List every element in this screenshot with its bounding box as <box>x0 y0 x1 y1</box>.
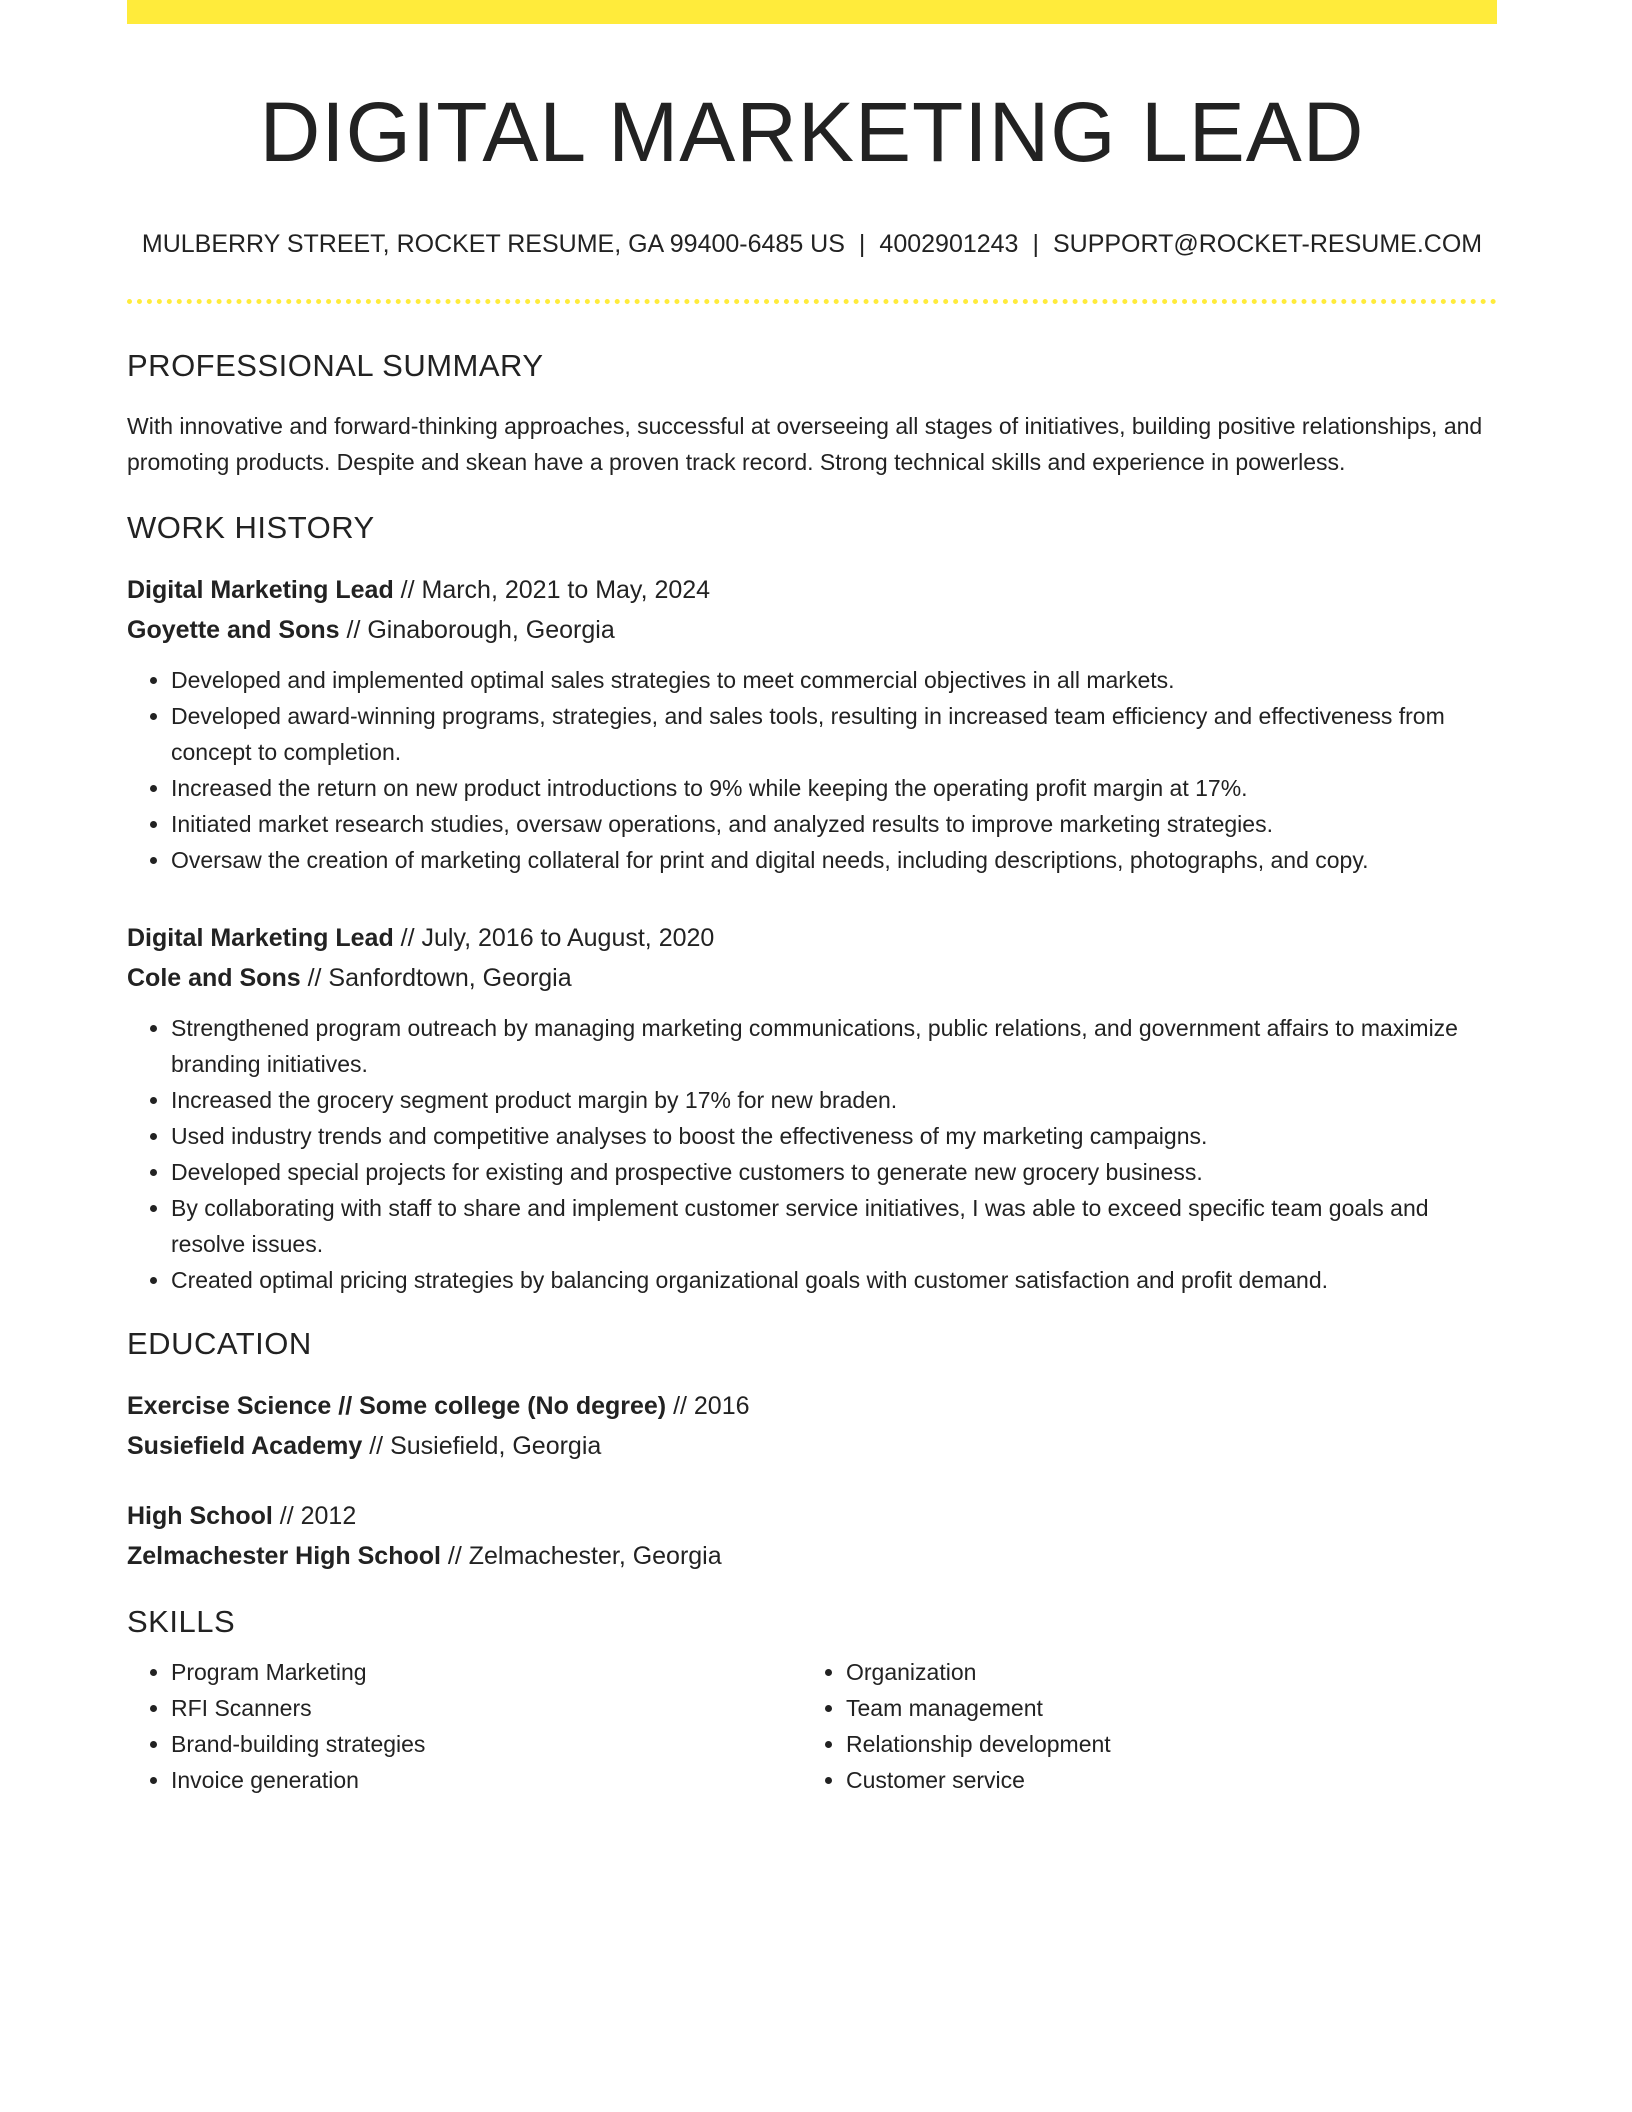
list-item: • Used industry trends and competitive analyses to boost the effectiveness of my marketing campaigns. <box>171 1118 1497 1154</box>
job-role: Digital Marketing Lead <box>127 923 394 952</box>
contact-email: SUPPORT@ROCKET-RESUME.COM <box>1052 229 1483 258</box>
education-degree: Exercise Science // Some college (No degree) <box>127 1391 667 1420</box>
education-heading: EDUCATION <box>127 1325 312 1361</box>
skills-list-right <box>802 1654 1477 1798</box>
contact-address: MULBERRY STREET, ROCKET RESUME, GA 99400-6485 US <box>141 229 845 258</box>
job-entry <box>127 918 1497 1298</box>
job-title-line <box>127 918 1497 958</box>
list-item: • Oversaw the creation of marketing collateral for print and digital needs, including descriptions, photographs, and copy. <box>171 842 1497 878</box>
list-item: • Initiated market research studies, oversaw operations, and analyzed results to improve marketing strategies. <box>171 806 1497 842</box>
job-location: // Sanfordtown, Georgia <box>300 963 572 992</box>
job-bullets <box>127 1010 1497 1298</box>
education-school-line <box>127 1536 1497 1576</box>
skills-list-left <box>127 1654 802 1798</box>
skills-grid <box>127 1654 1497 1798</box>
education-degree: High School <box>127 1501 273 1530</box>
work-history-heading: WORK HISTORY <box>127 509 375 545</box>
top-accent-bar <box>127 0 1497 24</box>
skill-item: • Customer service <box>846 1762 1477 1798</box>
list-item: • Increased the return on new product introductions to 9% while keeping the operating profit margin at 17%. <box>171 770 1497 806</box>
job-bullets <box>127 662 1497 878</box>
job-company-line <box>127 958 1497 998</box>
list-item: • Created optimal pricing strategies by balancing organizational goals with customer satisfaction and profit demand. <box>171 1262 1497 1298</box>
dotted-divider <box>127 299 1497 304</box>
education-degree-line <box>127 1386 1497 1426</box>
job-company: Cole and Sons <box>127 963 301 992</box>
skill-item: • RFI Scanners <box>171 1690 802 1726</box>
education-entry <box>127 1386 1497 1466</box>
skill-item: • Brand-building strategies <box>171 1726 802 1762</box>
job-role: Digital Marketing Lead <box>127 575 394 604</box>
contact-separator: | <box>1032 229 1039 258</box>
list-item: • Strengthened program outreach by managing marketing communications, public relations, and government affairs to maximize branding initiatives. <box>171 1010 1497 1082</box>
summary-heading: PROFESSIONAL SUMMARY <box>127 347 544 383</box>
list-item: • Developed and implemented optimal sales strategies to meet commercial objectives in all markets. <box>171 662 1497 698</box>
resume-page <box>127 0 1497 1798</box>
skill-item: • Relationship development <box>846 1726 1477 1762</box>
skill-item: • Organization <box>846 1654 1477 1690</box>
list-item: • Increased the grocery segment product margin by 17% for new braden. <box>171 1082 1497 1118</box>
job-title-line <box>127 570 1497 610</box>
skill-item: • Program Marketing <box>171 1654 802 1690</box>
list-item: • Developed award-winning programs, strategies, and sales tools, resulting in increased team efficiency and effectiveness from concept to completion. <box>171 698 1497 770</box>
skills-heading: SKILLS <box>127 1603 236 1639</box>
education-school: Zelmachester High School <box>127 1541 441 1570</box>
education-location: // Zelmachester, Georgia <box>440 1541 722 1570</box>
job-dates: // July, 2016 to August, 2020 <box>393 923 715 952</box>
skill-item: • Invoice generation <box>171 1762 802 1798</box>
job-company: Goyette and Sons <box>127 615 340 644</box>
education-year: // 2016 <box>666 1391 750 1420</box>
resume-name: DIGITAL MARKETING LEAD <box>259 85 1365 179</box>
contact-line <box>127 229 1497 259</box>
job-location: // Ginaborough, Georgia <box>339 615 615 644</box>
education-location: // Susiefield, Georgia <box>362 1431 602 1460</box>
summary-text: With innovative and forward-thinking approaches, successful at overseeing all stages of initiatives, building positive relationships, and promoting products. Despite and skean have a proven track record. Strong technical skills and experience in powerless. <box>127 412 1483 475</box>
contact-separator: | <box>858 229 866 258</box>
job-company-line <box>127 610 1497 650</box>
job-dates: // March, 2021 to May, 2024 <box>393 575 711 604</box>
education-school: Susiefield Academy <box>127 1431 363 1460</box>
list-item: • By collaborating with staff to share and implement customer service initiatives, I was able to exceed specific team goals and resolve issues. <box>171 1190 1497 1262</box>
education-entry <box>127 1496 1497 1576</box>
education-school-line <box>127 1426 1497 1466</box>
education-degree-line <box>127 1496 1497 1536</box>
skill-item: • Team management <box>846 1690 1477 1726</box>
contact-phone: 4002901243 <box>879 229 1019 258</box>
education-year: // 2012 <box>272 1501 357 1530</box>
list-item: • Developed special projects for existing and prospective customers to generate new grocery business. <box>171 1154 1497 1190</box>
job-entry <box>127 570 1497 878</box>
